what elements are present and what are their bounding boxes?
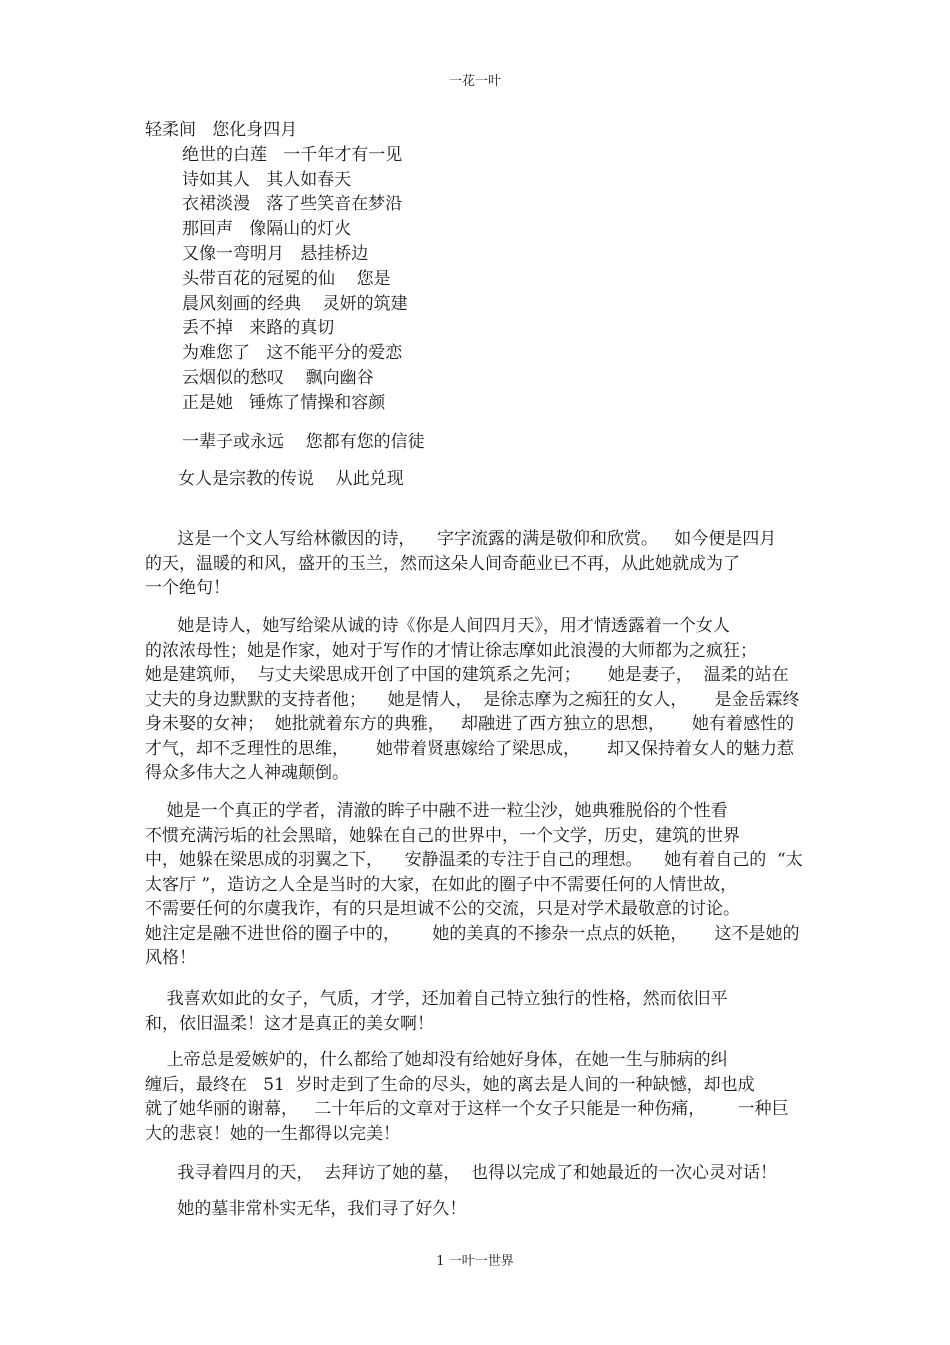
- poem-line: 一辈子或永远 您都有您的信徒: [182, 431, 425, 452]
- text-line: 得众多伟大之人神魂颠倒。: [145, 763, 349, 783]
- paragraph-3: [145, 799, 815, 971]
- text-line: 上帝总是爱嫉妒的，什么都给了她却没有给她好身体，在她一生与肺病的纠: [145, 1050, 728, 1070]
- text-line: 一个绝句！: [145, 578, 230, 598]
- paragraph-4: [145, 987, 815, 1036]
- poem-line: 轻柔间 您化身四月: [145, 120, 298, 140]
- text-line: 的浓浓母性；她是作家，她对于写作的才情让徐志摩如此浪漫的大师都为之疯狂；: [145, 640, 757, 661]
- text-line: 大的悲哀！她的一生都得以完美！: [145, 1123, 400, 1144]
- text-line: 不需要任何的尔虞我诈，有的只是坦诚不公的交流，只是对学术最敬意的讨论。: [145, 899, 740, 919]
- text-line: 这是一个文人写给林徽因的诗， 字字流露的满是敬仰和欣赏。 如今便是四月: [145, 529, 777, 549]
- poem-line: 又像一弯明月 悬挂桥边: [182, 243, 369, 264]
- poem-line: 绝世的白莲 一千年才有一见: [182, 144, 403, 165]
- text-line: 我喜欢如此的女子，气质，才学，还加着自己特立独行的性格，然而依旧平: [145, 989, 728, 1009]
- text-line: 我寻着四月的天， 去拜访了她的墓， 也得以完成了和她最近的一次心灵对话！: [145, 1163, 778, 1183]
- text-line: 她是建筑师， 与丈夫梁思成开创了中国的建筑系之先河； 她是妻子， 温柔的站在: [145, 665, 789, 685]
- text-line: 缠后，最终在 51 岁时走到了生命的尽头，她的离去是人间的一种缺憾，却也成: [145, 1074, 755, 1095]
- text-line: 的天，温暖的和风，盛开的玉兰，然而这朵人间奇葩业已不再，从此她就成为了: [145, 553, 740, 574]
- text-line: 风格！: [145, 948, 196, 968]
- paragraph-1: [145, 527, 815, 601]
- text-line: 不惯充满污垢的社会黑暗，她躲在自己的世界中，一个文学，历史，建筑的世界: [145, 825, 740, 846]
- paragraph-7: [145, 1197, 815, 1222]
- poem-line: 头带百花的冠冕的仙 您是: [182, 268, 391, 289]
- text-line: 中，她躲在梁思成的羽翼之下， 安静温柔的专注于自己的理想。 她有着自己的 “太: [145, 850, 803, 870]
- paragraph-5: [145, 1048, 815, 1146]
- text-line: 太客厅 ”，造访之人全是当时的大家，在如此的圈子中不需要任何的人情世故，: [145, 874, 738, 895]
- text-line: 丈夫的身边默默的支持者他； 她是情人， 是徐志摩为之痴狂的女人， 是金岳霖终: [145, 689, 800, 710]
- poem-line: 为难您了 这不能平分的爱恋: [182, 343, 403, 364]
- poem-line: 丢不掉 来路的真切: [182, 318, 335, 339]
- poem-line: 女人是宗教的传说 从此兑现: [178, 469, 404, 490]
- text-line: 她注定是融不进世俗的圈子中的， 她的美真的不掺杂一点点的妖艳， 这不是她的: [145, 923, 800, 944]
- poem-line: 那回声 像隔山的灯火: [182, 219, 352, 240]
- page-footer: 1 一叶一世界: [436, 1254, 514, 1269]
- text-line: 她是诗人，她写给梁从诚的诗《你是人间四月天》，用才情透露着一个女人: [145, 616, 730, 636]
- text-line: 才气，却不乏理性的思维， 她带着贤惠嫁给了梁思成， 却又保持着女人的魅力惹: [145, 738, 795, 759]
- text-line: 和，依旧温柔！这才是真正的美女啊！: [145, 1013, 434, 1034]
- text-line: 她是一个真正的学者，清澈的眸子中融不进一粒尘沙，她典雅脱俗的个性看: [145, 801, 728, 821]
- paragraph-6: [145, 1161, 815, 1186]
- text-line: 身未娶的女神； 她批就着东方的典雅， 却融进了西方独立的思想， 她有着感性的: [145, 714, 795, 734]
- poem-line: 正是她 锤炼了情操和容颜: [182, 392, 386, 413]
- page-header: 一花一叶: [448, 74, 501, 89]
- poem-line: 诗如其人 其人如春天: [182, 169, 352, 190]
- poem: [145, 118, 425, 492]
- poem-line: 衣裙淡漫 落了些笑音在梦沿: [182, 194, 403, 215]
- text-line: 她的墓非常朴实无华，我们寻了好久！: [145, 1199, 467, 1219]
- poem-line: 云烟似的愁叹 飘向幽谷: [182, 367, 374, 388]
- poem-line: 晨风刻画的经典 灵妍的筑建: [182, 293, 408, 314]
- paragraph-2: [145, 614, 815, 786]
- text-line: 就了她华丽的谢幕， 二十年后的文章对于这样一个女子只能是一种伤痛， 一种巨: [145, 1099, 789, 1119]
